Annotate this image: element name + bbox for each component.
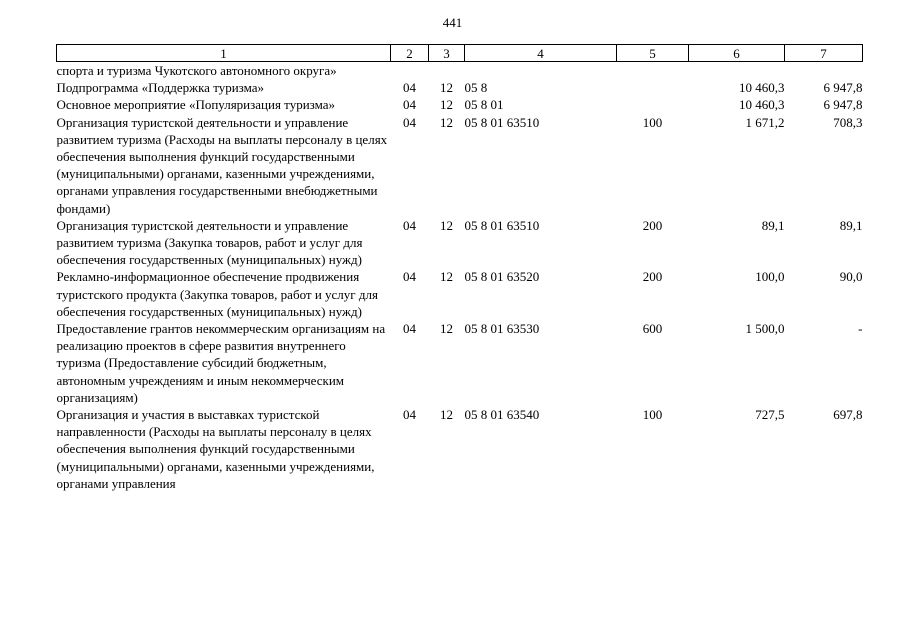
row-name: Организация туристской деятельности и управление развитием туризма (Расходы на выплаты персоналу в целях обеспечения выполнения функций государственными (муниципальными) органами, казенными учреждениями, органами управления государственными внебюджетными фондами) xyxy=(56,114,388,216)
row-expense-type: 100 xyxy=(642,114,663,130)
row-amount-planned: 100,0 xyxy=(755,269,785,285)
row-subsection xyxy=(429,62,465,80)
row-amount-executed: 6 947,8 xyxy=(823,97,863,113)
row-subsection: 12 xyxy=(440,114,453,130)
row-subsection: 12 xyxy=(440,269,453,285)
table-header-row xyxy=(57,45,863,62)
column-header-6: 6 xyxy=(689,45,785,62)
table-row xyxy=(57,62,863,80)
page-number: 441 xyxy=(442,15,463,30)
row-target-code xyxy=(465,62,617,80)
column-header-4: 4 xyxy=(465,45,617,62)
row-amount-executed: 6 947,8 xyxy=(823,80,863,96)
row-expense-type: 100 xyxy=(642,407,663,423)
row-amount-planned: 1 671,2 xyxy=(745,114,785,130)
table-row xyxy=(57,114,863,217)
row-subsection: 12 xyxy=(440,217,453,233)
row-name: Предоставление грантов некоммерческим организациям на реализацию проектов в сфере развития внутреннего туризма (Предоставление субсидий бюджетным, автономным учреждениям и иным некоммерческим организациям) xyxy=(56,321,386,405)
row-target-code: 05 8 01 63530 xyxy=(464,321,540,337)
row-subsection: 12 xyxy=(440,407,453,423)
row-name: Рекламно-информационное обеспечение продвижения туристского продукта (Закупка товаров, работ и услуг для обеспечения государственных (муниципальных) нужд) xyxy=(56,269,378,319)
row-name: спорта и туризма Чукотского автономного округа» xyxy=(56,63,337,78)
row-amount-executed: 90,0 xyxy=(839,269,863,285)
table-row xyxy=(57,96,863,113)
row-amount-executed: 697,8 xyxy=(833,407,863,423)
row-expense-type xyxy=(617,62,689,80)
table-row xyxy=(57,406,863,492)
row-subsection: 12 xyxy=(440,321,453,337)
table-row xyxy=(57,217,863,269)
row-expense-type: 200 xyxy=(642,217,663,233)
row-target-code: 05 8 01 xyxy=(464,97,504,113)
row-subsection: 12 xyxy=(440,80,453,96)
row-expense-type: 200 xyxy=(642,269,663,285)
row-section: 04 xyxy=(403,407,416,423)
row-section: 04 xyxy=(403,269,416,285)
row-amount-planned: 89,1 xyxy=(761,217,785,233)
row-section: 04 xyxy=(403,97,416,113)
column-header-3: 3 xyxy=(429,45,465,62)
column-header-7: 7 xyxy=(785,45,863,62)
row-subsection: 12 xyxy=(440,97,453,113)
row-target-code: 05 8 01 63520 xyxy=(464,269,540,285)
row-amount-executed: - xyxy=(858,321,863,337)
row-expense-type xyxy=(617,96,689,113)
column-header-2: 2 xyxy=(391,45,429,62)
row-name: Подпрограмма «Поддержка туризма» xyxy=(56,80,265,96)
row-name: Основное мероприятие «Популяризация туризма» xyxy=(56,97,336,113)
row-amount-planned xyxy=(689,62,785,80)
row-section: 04 xyxy=(403,80,416,96)
row-amount-executed xyxy=(785,62,863,80)
column-header-1: 1 xyxy=(57,45,391,62)
row-name: Организация туристской деятельности и управление развитием туризма (Закупка товаров, работ и услуг для обеспечения государственных (муниципальных) нужд) xyxy=(56,217,363,268)
table-row xyxy=(57,268,863,320)
table-row xyxy=(57,79,863,96)
row-section: 04 xyxy=(403,321,416,337)
row-target-code: 05 8 01 63510 xyxy=(464,217,540,233)
row-expense-type xyxy=(617,79,689,96)
row-amount-planned: 1 500,0 xyxy=(745,321,785,337)
row-section: 04 xyxy=(403,217,416,233)
row-amount-planned: 10 460,3 xyxy=(739,80,785,96)
row-name: Организация и участия в выставках туристской направленности (Расходы на выплаты персоналу в целях обеспечения выполнения функций государственными (муниципальными) органами, казенными учреждениями, органами управления xyxy=(56,407,375,491)
column-header-5: 5 xyxy=(617,45,689,62)
row-amount-executed: 708,3 xyxy=(833,114,863,130)
row-amount-planned: 10 460,3 xyxy=(739,97,785,113)
budget-table xyxy=(56,44,863,492)
row-expense-type: 600 xyxy=(642,321,663,337)
table-row xyxy=(57,320,863,406)
row-section xyxy=(391,62,429,80)
row-amount-executed: 89,1 xyxy=(839,217,863,233)
row-target-code: 05 8 xyxy=(464,80,488,96)
row-target-code: 05 8 01 63540 xyxy=(464,407,540,423)
row-section: 04 xyxy=(403,114,416,130)
row-amount-planned: 727,5 xyxy=(755,407,785,423)
row-target-code: 05 8 01 63510 xyxy=(464,114,540,130)
